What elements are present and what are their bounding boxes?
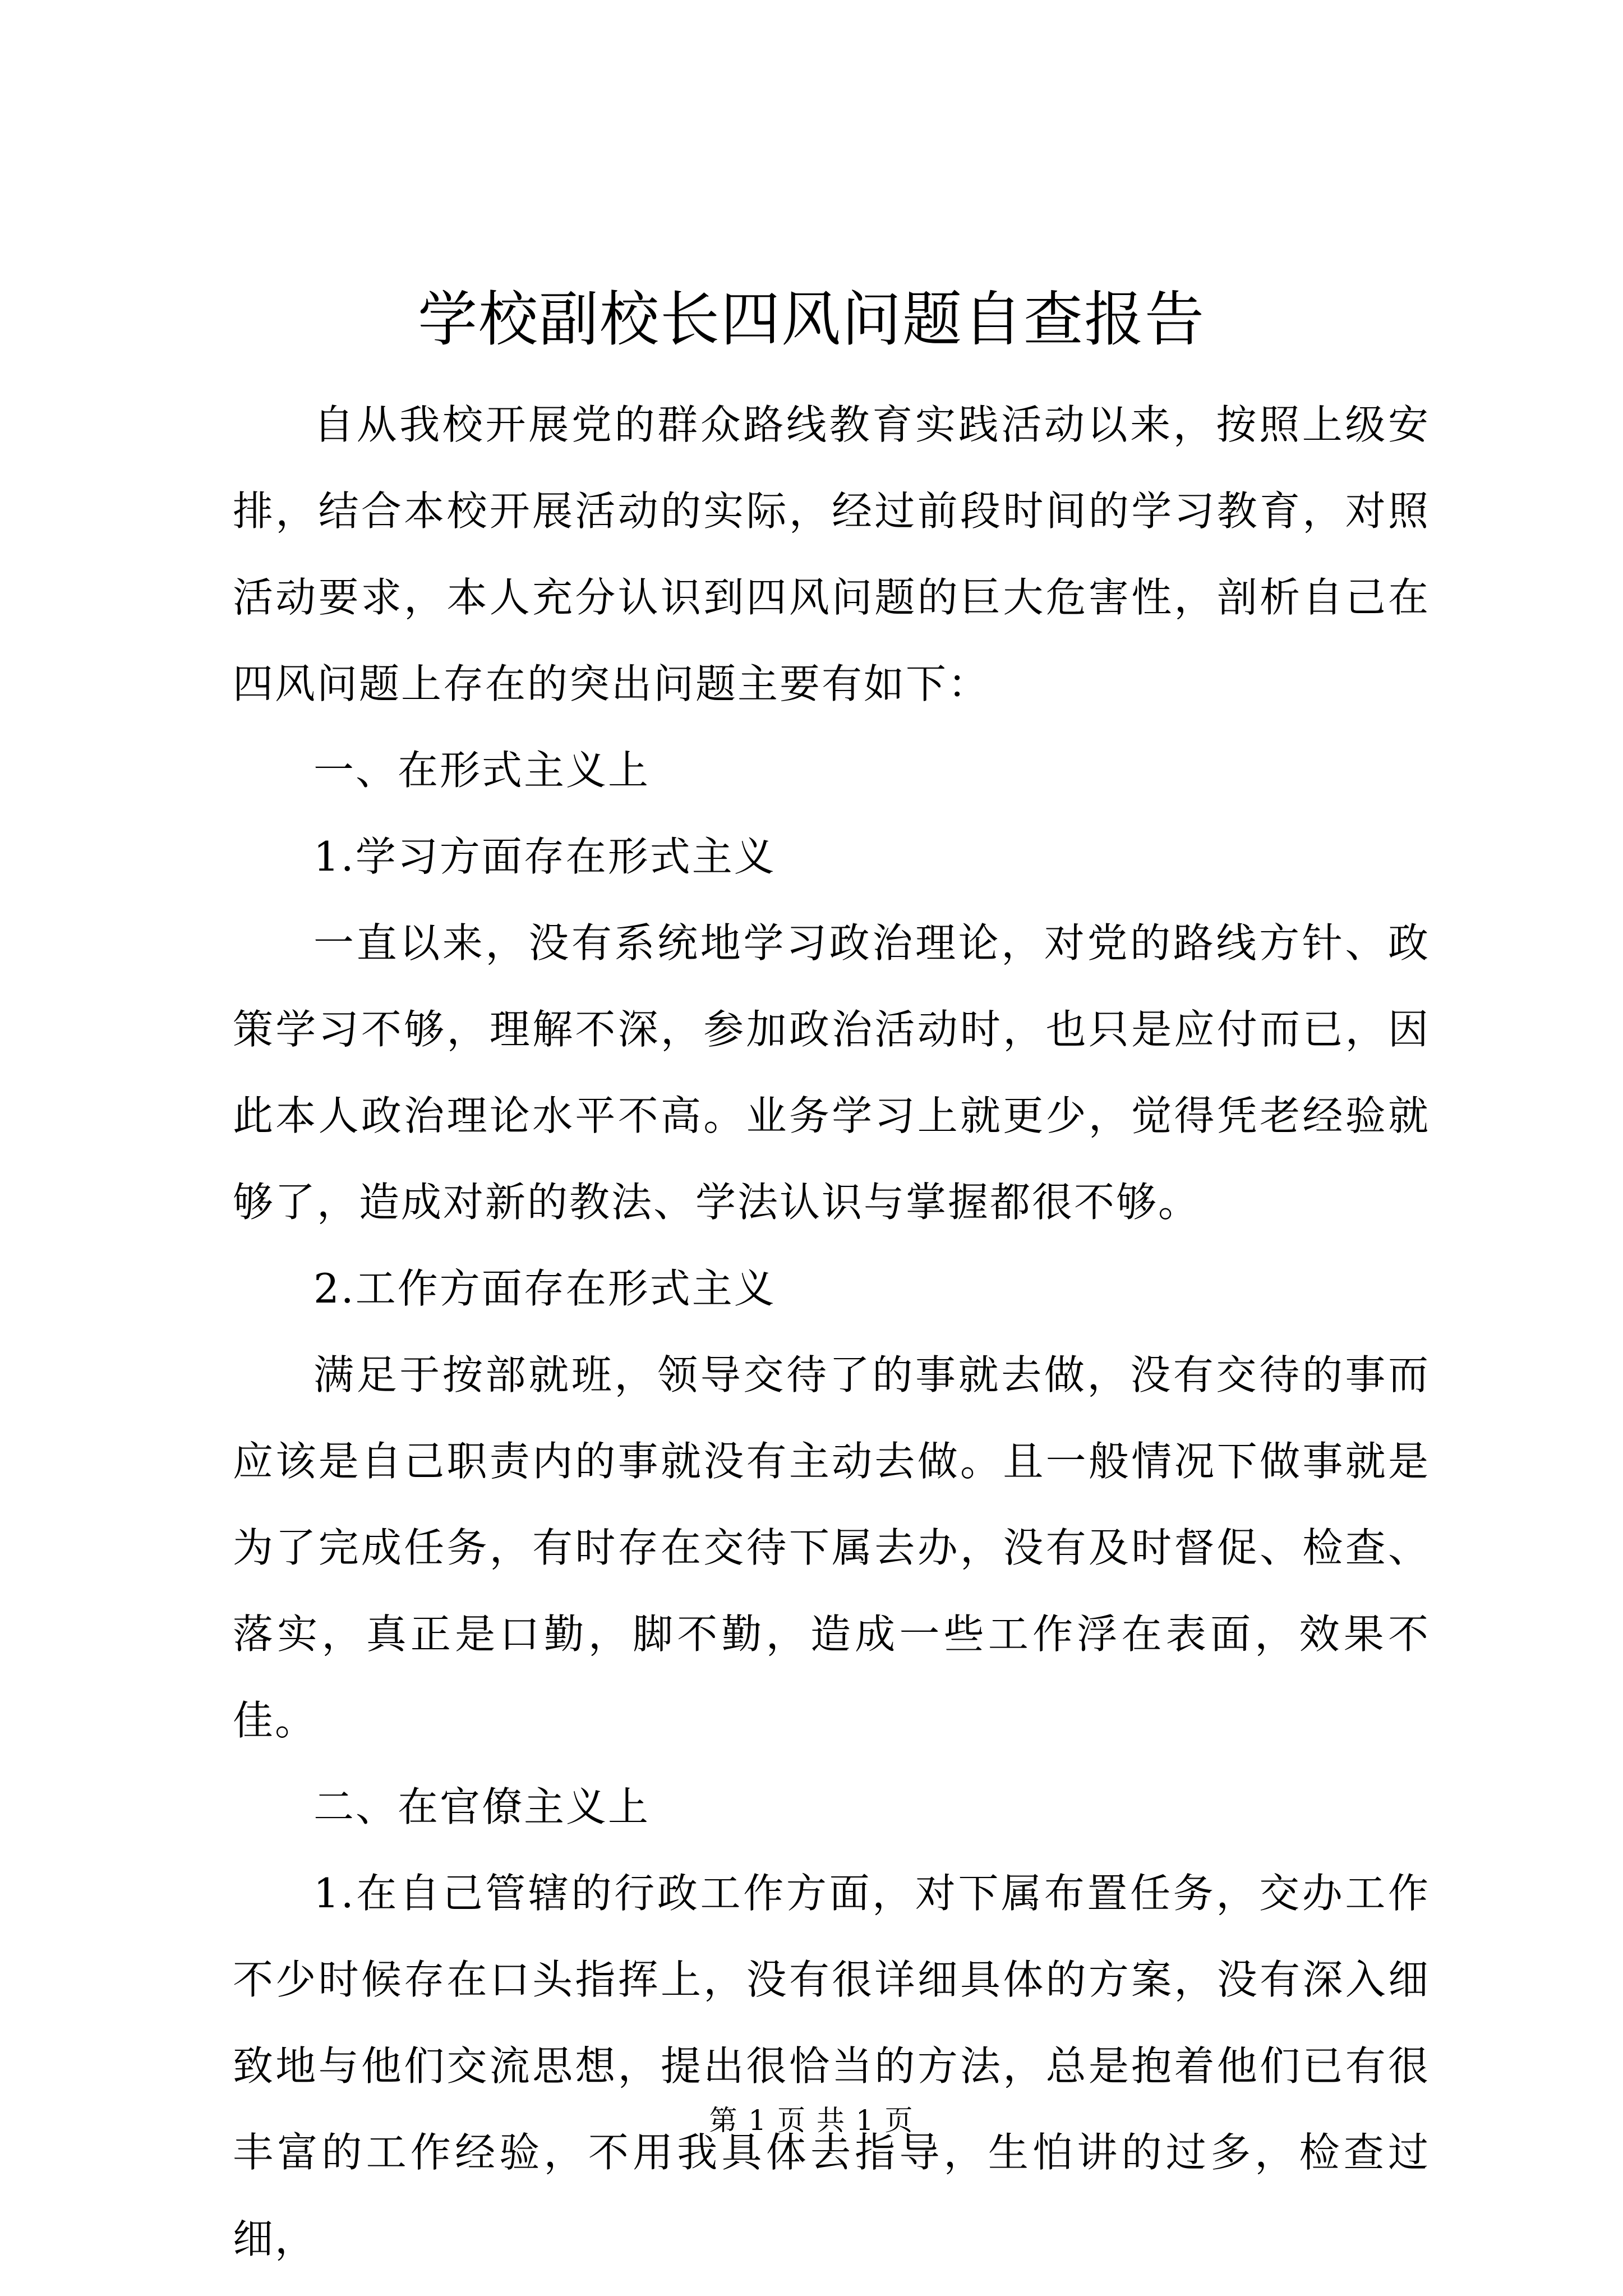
heading-bureaucracy: 二、在官僚主义上 bbox=[313, 1783, 651, 1830]
paragraph-study-formalism: 一直以来，没有系统地学习政治理论，对党的路线方针、政策学习不够，理解不深，参加政治活动时，也只是应付而已，因此本人政治理论水平不高。业务学习上就更少，觉得凭老经验就够了，造成对新的教法、学法认识与掌握都很不够。 bbox=[233, 919, 1430, 1226]
document-title: 学校副校长四风问题自查报告 bbox=[418, 285, 1205, 354]
paragraph-intro: 自从我校开展党的群众路线教育实践活动以来，按照上级安排，结合本校开展活动的实际，经过前段时间的学习教育，对照活动要求，本人充分认识到四风问题的巨大危害性，剖析自己在四风问题上存在的突出问题主要有如下： bbox=[233, 401, 1430, 707]
subheading-work-formalism: 2.工作方面存在形式主义 bbox=[313, 1265, 776, 1312]
paragraph-bureaucracy-1: 1.在自己管辖的行政工作方面，对下属布置任务，交办工作不少时候存在口头指挥上，没有很详细具体的方案，没有深入细致地与他们交流思想，提出很恰当的方法，总是抱着他们已有很丰富的工作经验，不用我具体去指导，生怕讲的过多，检查过细， bbox=[233, 1870, 1430, 2262]
document-body bbox=[233, 381, 1430, 2282]
heading-formalism: 一、在形式主义上 bbox=[313, 747, 651, 794]
subheading-study-formalism: 1.学习方面存在形式主义 bbox=[313, 833, 776, 880]
page-footer: 第 1 页 共 1 页 bbox=[709, 2104, 914, 2137]
paragraph-work-formalism: 满足于按部就班，领导交待了的事就去做，没有交待的事而应该是自己职责内的事就没有主动去做。且一般情况下做事就是为了完成任务，有时存在交待下属去办，没有及时督促、检查、落实，真正是口勤，脚不勤，造成一些工作浮在表面，效果不佳。 bbox=[233, 1351, 1430, 1744]
